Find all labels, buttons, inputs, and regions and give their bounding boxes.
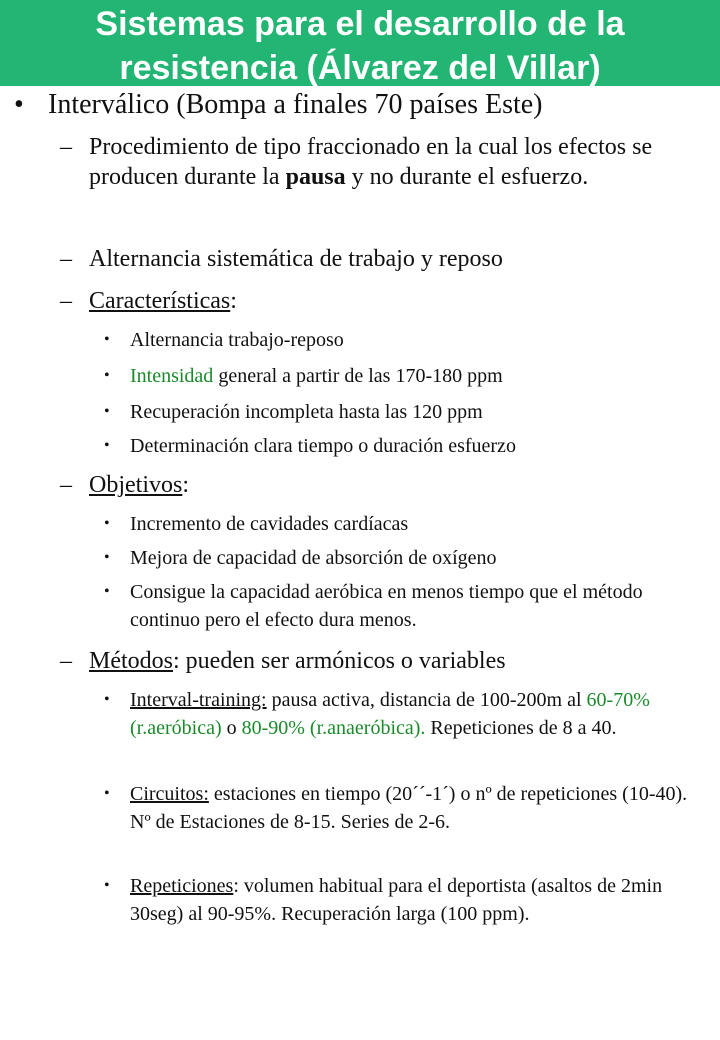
interval-label: Interval-training: xyxy=(130,689,267,711)
dash: – xyxy=(60,472,72,498)
anaerobic-range: 80-90% (r.anaeróbica). xyxy=(241,717,426,739)
aerobic-range: 60-70% (r.aeróbica) xyxy=(130,689,650,739)
main-point-text: Interválico (Bompa a finales 70 países Este) xyxy=(48,89,543,120)
title-line-1: Sistemas para el desarrollo de la xyxy=(95,5,625,43)
dash: – xyxy=(60,288,72,314)
objectives-label: Objetivos xyxy=(89,472,183,498)
repetitions-label: Repeticiones xyxy=(130,875,234,897)
circuits-label: Circuitos: xyxy=(130,783,209,805)
dash: – xyxy=(60,648,72,674)
dash: – xyxy=(60,246,72,272)
characteristics-label: Características xyxy=(89,288,231,314)
title-band xyxy=(0,0,720,86)
alternation-text: Alternancia sistemática de trabajo y reposo xyxy=(89,246,503,272)
methods-label: Métodos xyxy=(89,648,173,674)
bullet: • xyxy=(14,89,24,120)
pausa-bold: pausa xyxy=(285,164,346,190)
intensity-highlight: Intensidad xyxy=(130,365,214,387)
title-line-2: resistencia (Álvarez del Villar) xyxy=(119,49,601,87)
dash: – xyxy=(60,134,72,160)
slide-title xyxy=(0,2,720,90)
procedure-text: Procedimiento de tipo fraccionado en la cual los efectos se producen durante la pausa y no durante el esfuerzo. xyxy=(89,134,653,190)
